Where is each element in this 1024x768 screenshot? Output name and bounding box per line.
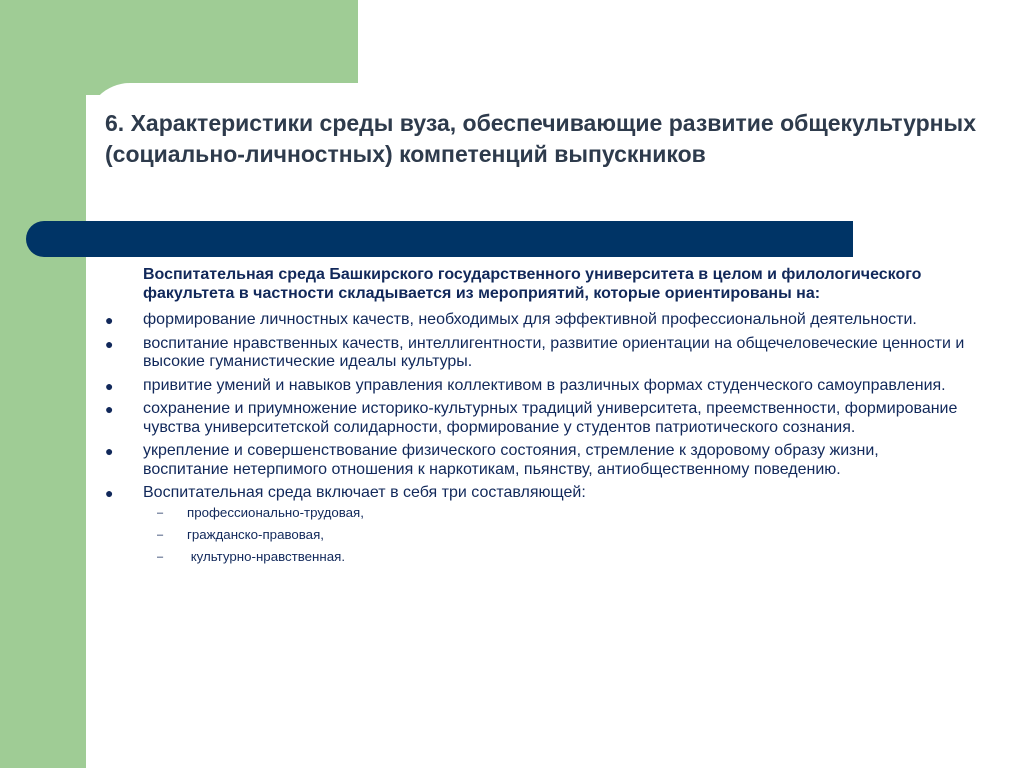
- list-item: [105, 484, 965, 565]
- list-item: [105, 335, 965, 372]
- bullet-text: сохранение и приумножение историко-культурных традиций университета, преемственности, формирование чувства университетской солидарности, формирование у студентов патриотического сознания.: [143, 400, 958, 436]
- bullet-text: воспитание нравственных качеств, интеллигентности, развитие ориентации на общечеловеческие ценности и высокие гуманистические идеалы культуры.: [143, 334, 965, 370]
- list-item: [105, 400, 965, 437]
- bullet-list: [105, 311, 965, 565]
- slide-title: 6. Характеристики среды вуза, обеспечивающие развитие общекультурных (социально-личностных) компетенций выпускников: [105, 110, 976, 167]
- bullet-dot-icon: ●: [105, 377, 114, 394]
- sub-list-item: [143, 527, 965, 543]
- list-item: [105, 442, 965, 479]
- green-background-left: [0, 0, 86, 768]
- list-item: [105, 311, 965, 330]
- sub-list-item: [143, 549, 965, 565]
- slide-body: [105, 266, 965, 571]
- bullet-dot-icon: ●: [105, 401, 114, 417]
- bullet-dot-icon: ●: [105, 335, 114, 352]
- sub-item-text: профессионально-трудовая,: [187, 504, 364, 520]
- title-divider-bar: [26, 221, 853, 257]
- sub-item-text: гражданско-правовая,: [187, 526, 324, 542]
- sub-item-text: культурно-нравственная.: [187, 548, 346, 564]
- intro-paragraph: Воспитательная среда Башкирского государственного университета в целом и филологического факультета в частности складывается из мероприятий, которые ориентированы на:: [143, 266, 922, 302]
- sub-list-item: [143, 505, 965, 521]
- bullet-text: укрепление и совершенствование физического состояния, стремление к здоровому образу жизни, воспитание нетерпимого отношения к наркотикам, пьянству, антиобщественному поведению.: [143, 442, 879, 478]
- bullet-text: формирование личностных качеств, необходимых для эффективной профессиональной деятельности.: [143, 311, 917, 328]
- dash-icon: –: [157, 506, 164, 519]
- bullet-text: Воспитательная среда включает в себя три составляющей:: [143, 484, 586, 501]
- list-item: [105, 377, 965, 396]
- dash-icon: –: [157, 528, 164, 541]
- bullet-text: привитие умений и навыков управления коллективом в различных формах студенческого самоуправления.: [143, 376, 946, 394]
- bullet-dot-icon: ●: [105, 312, 114, 328]
- bullet-dot-icon: ●: [105, 485, 114, 501]
- bullet-dot-icon: ●: [105, 443, 114, 459]
- sub-list: [143, 505, 965, 565]
- dash-icon: –: [157, 550, 164, 563]
